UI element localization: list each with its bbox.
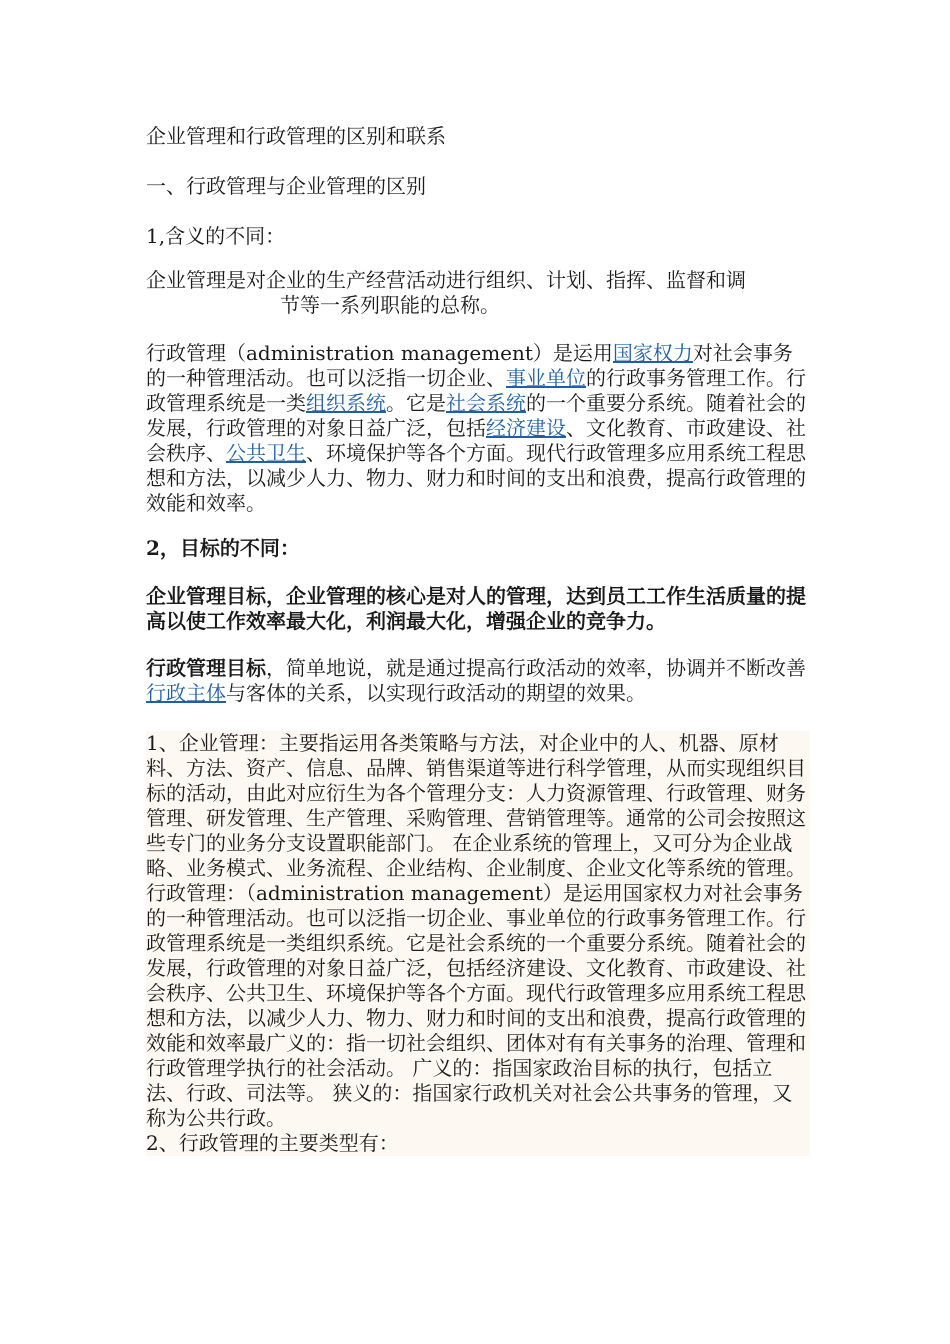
link-public-institution[interactable]: 事业单位 — [506, 366, 586, 390]
section-heading — [146, 174, 810, 199]
subheading-goals — [146, 536, 810, 561]
text-run: 、环境保护等各个方面。现代行政管理多应用系统工程思想和方法，以减少人力、物力、财力和时间的支出和浪费，提高行政管理的效能和效率。 — [146, 441, 806, 515]
bold-run: 行政管理目标 — [146, 656, 266, 680]
paragraph-admin-management: 行政管理：（administration management）是运用国家权力对社会事务的一种管理活动。也可以泛指一切企业、事业单位的行政事务管理工作。行政管理系统是一类组织系统。它是社会系统的一个重要分系统。随着社会的发展，行政管理的对象日益广泛，包括经济建设、文化教育、市政建设、社会秩序、公共卫生、环境保护等各个方面。现代行政管理多应用系统工程思想和方法，以减少人力、物力、财力和时间的支出和浪费，提高行政管理的效能和效率最广义的：指一切社会组织、团体对有有关事务的治理、管理和 行政管理学执行的社会活动。 广义的：指国家政治目标的执行，包括立法、行政、司法等。 狭义的：指国家行政机关对社会公共事务的管理，又称为公共行政。 — [146, 881, 806, 1130]
paragraph-admin-definition — [146, 341, 810, 516]
paragraph-text: 企业管理目标，企业管理的核心是对人的管理，达到员工工作生活质量的提高以使工作效率最大化，利润最大化，增强企业的竞争力。 — [146, 584, 806, 633]
paragraph-enterprise-definition — [146, 268, 810, 318]
link-social-system[interactable]: 社会系统 — [446, 391, 526, 415]
section-heading-text: 一、行政管理与企业管理的区别 — [146, 174, 426, 198]
document-title — [146, 124, 810, 149]
subheading-meaning-text: 1,含义的不同： — [146, 224, 286, 248]
text-run: ，简单地说，就是通过提高行政活动的效率，协调并不断改善 — [266, 656, 806, 680]
title-text: 企业管理和行政管理的区别和联系 — [146, 124, 446, 148]
link-state-power[interactable]: 国家权力 — [612, 341, 693, 365]
link-public-health[interactable]: 公共卫生 — [226, 441, 306, 465]
link-administrative-subject[interactable]: 行政主体 — [146, 681, 226, 705]
text-run: 的一个重要分系统。随着社会的发展，行政管理的对象日益广泛，包括 — [146, 391, 806, 440]
subheading-goals-text: 2，目标的不同： — [146, 536, 300, 560]
paragraph-admin-types: 2、行政管理的主要类型有： — [146, 1131, 399, 1155]
link-economic-construction[interactable]: 经济建设 — [486, 416, 566, 440]
paragraph-enterprise-goal — [146, 584, 810, 634]
text-run: 。它是 — [386, 391, 446, 415]
text-run: 行政管理（administration management）是运用 — [146, 341, 613, 365]
paragraph-text — [146, 341, 810, 516]
paragraph-enterprise-management: 1、企业管理：主要指运用各类策略与方法，对企业中的人、机器、原材料、方法、资产、信息、品牌、销售渠道等进行科学管理，从而实现组织目标的活动，由此对应衍生为各个管理分支：人力资源管理、行政管理、财务管理、研发管理、生产管理、采购管理、营销管理等。通常的公司会按照这些专门的业务分支设置职能部门。 在企业系统的管理上，又可分为企业战略、业务模式、业务流程、企业结构、企业制度、企业文化等系统的管理。 — [146, 731, 806, 880]
text-run: 对社会事务的一种管理活动。也可以泛指一切企业、 — [146, 341, 793, 390]
paragraph-line: 企业管理是对企业的生产经营活动进行组织、计划、指挥、监督和调 — [146, 268, 746, 292]
paragraph-text — [146, 656, 810, 706]
paragraph-admin-goal — [146, 656, 810, 706]
subheading-meaning — [146, 224, 810, 249]
paragraph-line: 节等一系列职能的总称。 — [280, 293, 500, 317]
link-organization-system[interactable]: 组织系统 — [306, 391, 386, 415]
text-run: 的行政事务管理工作。行政管理系统是一类 — [146, 366, 806, 415]
text-run: 、文化教育、市政建设、社会秩序、 — [146, 416, 806, 465]
text-run: 与客体的关系，以实现行政活动的期望的效果。 — [226, 681, 646, 705]
highlighted-block — [146, 731, 810, 1156]
